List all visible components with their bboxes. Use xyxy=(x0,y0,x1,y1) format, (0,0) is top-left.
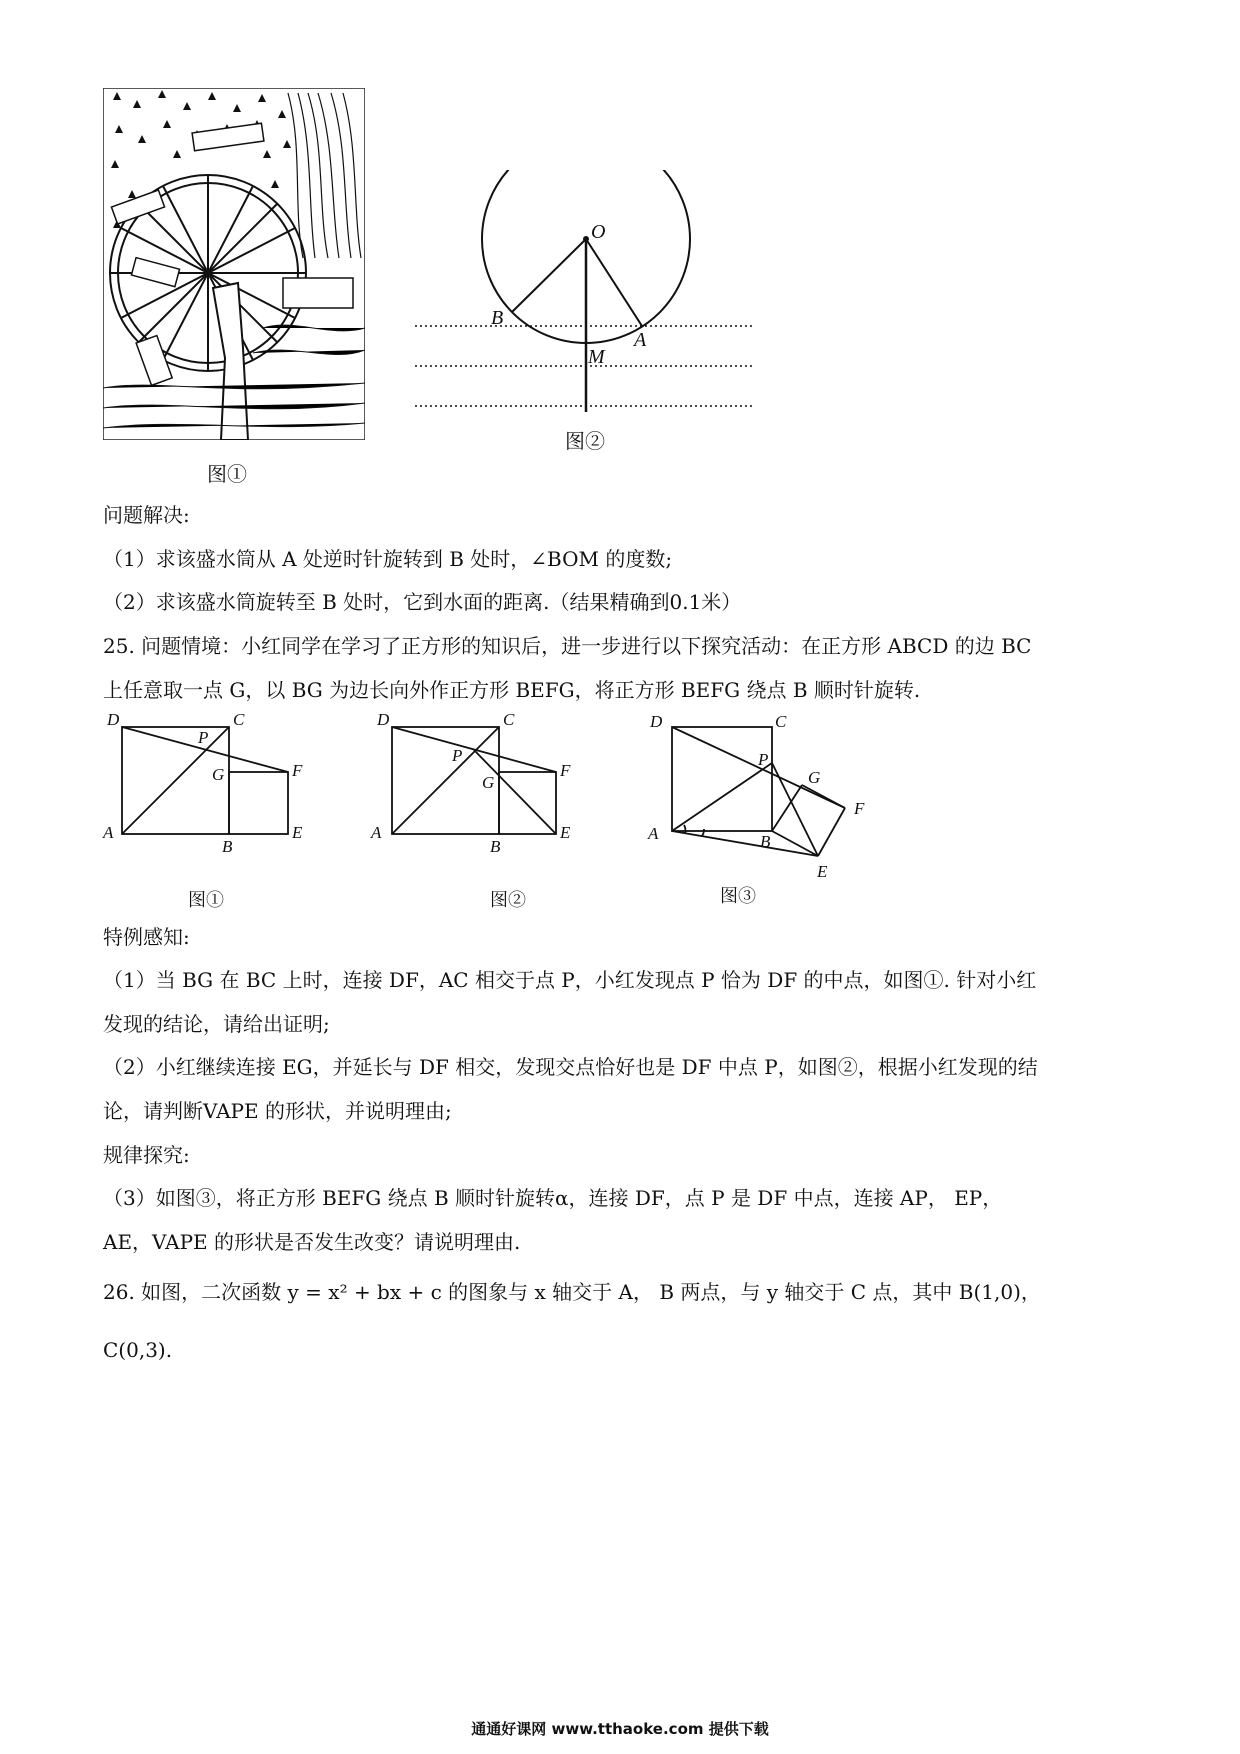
fig1-label-A: A xyxy=(103,823,114,842)
fig2-label-P: P xyxy=(452,746,463,765)
fig1-label-E: E xyxy=(292,823,303,842)
circle-caption: 图② xyxy=(565,429,605,453)
text-line-13: AE，VAPE 的形状是否发生改变？请说明理由. xyxy=(103,1230,521,1254)
fig3-label-D: D xyxy=(650,712,663,731)
text-line-4: 25. 问题情境：小红同学在学习了正方形的知识后，进一步进行以下探究活动：在正方形 ABCD 的边 BC xyxy=(103,634,1032,658)
fig1-label-C: C xyxy=(233,710,245,729)
fig2-label-E: E xyxy=(560,823,571,842)
text-line-1: 问题解决: xyxy=(103,503,190,527)
square-figure-2 xyxy=(368,705,608,855)
square-caption-3: 图③ xyxy=(720,886,756,907)
label-O: O xyxy=(591,221,606,243)
text-line-5: 上任意取一点 G，以 BG 为边长向外作正方形 BEFG，将正方形 BEFG 绕点 B 顺时针旋转. xyxy=(103,678,921,702)
fig2-label-G: G xyxy=(482,773,495,792)
fig2-label-B: B xyxy=(490,837,501,855)
square-caption-1: 图① xyxy=(188,890,224,911)
fig1-label-B: B xyxy=(222,837,233,855)
text-line-14: 26. 如图，二次函数 y = x² + bx + c 的图象与 x 轴交于 A， B 两点，与 y 轴交于 C 点，其中 B(1,0)， xyxy=(103,1280,1041,1304)
fig3-label-P: P xyxy=(758,750,769,769)
label-M: M xyxy=(588,346,605,368)
text-line-8: 发现的结论，请给出证明; xyxy=(103,1012,330,1036)
fig3-label-A: A xyxy=(648,824,659,843)
fig2-label-D: D xyxy=(377,710,390,729)
label-A: A xyxy=(634,329,647,351)
fig3-label-C: C xyxy=(775,712,787,731)
text-line-11: 规律探究: xyxy=(103,1143,190,1167)
fig3-label-E: E xyxy=(817,862,828,881)
text-line-6: 特例感知: xyxy=(103,925,190,949)
fig3-label-G: G xyxy=(808,768,821,787)
waterwheel-figure xyxy=(103,88,365,440)
waterwheel-caption: 图① xyxy=(207,462,247,486)
square-figure-1 xyxy=(100,705,340,855)
fig1-label-G: G xyxy=(212,765,225,784)
fig3-label-F: F xyxy=(854,799,865,818)
square-caption-2: 图② xyxy=(490,890,526,911)
fig1-label-F: F xyxy=(292,761,303,780)
text-line-2: （1）求该盛水筒从 A 处逆时针旋转到 B 处时，∠BOM 的度数; xyxy=(103,547,673,571)
fig1-label-D: D xyxy=(107,710,120,729)
text-line-9: （2）小红继续连接 EG，并延长与 DF 相交，发现交点恰好也是 DF 中点 P，如图②，根据小红发现的结 xyxy=(103,1055,1038,1079)
circle-figure xyxy=(410,170,760,420)
fig3-label-B: B xyxy=(760,832,771,851)
text-line-3: （2）求该盛水筒旋转至 B 处时，它到水面的距离.（结果精确到0.1米） xyxy=(103,590,742,614)
fig2-label-F: F xyxy=(560,761,571,780)
fig1-label-P: P xyxy=(198,728,209,747)
label-B: B xyxy=(491,307,504,329)
footer-text: 通通好课网 www.tthaoke.com 提供下载 xyxy=(471,1720,769,1738)
fig2-label-C: C xyxy=(503,710,515,729)
text-line-15: C(0,3). xyxy=(103,1338,173,1362)
fig2-label-A: A xyxy=(371,823,382,842)
text-line-7: （1）当 BG 在 BC 上时，连接 DF，AC 相交于点 P，小红发现点 P 恰为 DF 的中点，如图①. 针对小红 xyxy=(103,968,1037,992)
square-figure-3 xyxy=(640,705,900,885)
text-line-10: 论，请判断VAPE 的形状，并说明理由; xyxy=(103,1099,452,1123)
text-line-12: （3）如图③，将正方形 BEFG 绕点 B 顺时针旋转α，连接 DF，点 P 是 DF 中点，连接 AP， EP， xyxy=(103,1186,1003,1210)
